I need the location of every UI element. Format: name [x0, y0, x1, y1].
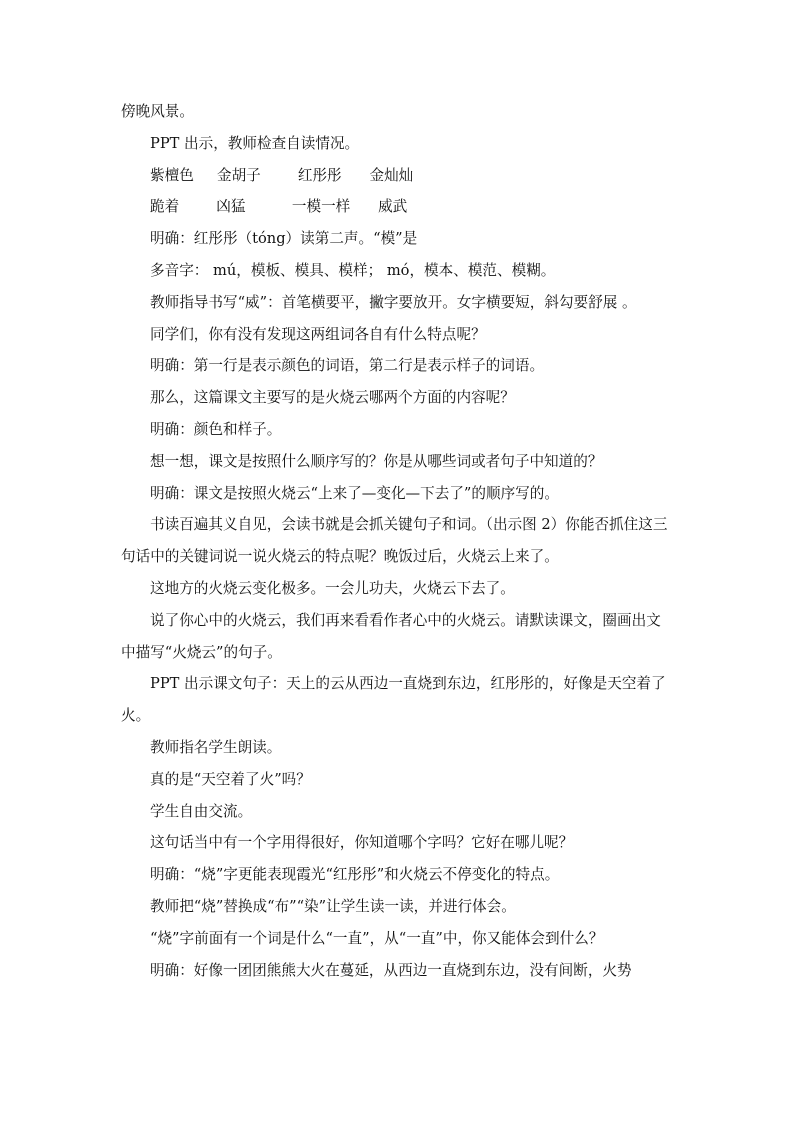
paragraph-19: 真的是“天空着了火”吗？: [150, 770, 311, 788]
word-row-shapes: 跪着 凶猛 一模一样 威武: [150, 198, 408, 216]
paragraph-5: 明确：红彤彤（tóng）读第二声。“模”是: [150, 230, 418, 248]
paragraph-18: 教师指名学生朗读。: [150, 738, 282, 756]
paragraph-25: 明确：好像一团团熊熊大火在蔓延，从西边一直烧到东边，没有间断，火势: [150, 961, 632, 979]
paragraph-20: 学生自由交流。: [150, 802, 253, 820]
paragraph-1: 傍晚风景。: [121, 103, 194, 120]
paragraph-10: 那么，这篇课文主要写的是火烧云哪两个方面的内容呢？: [150, 389, 515, 407]
paragraph-24: “烧”字前面有一个词是什么“一直”，从“一直”中，你又能体会到什么？: [150, 929, 604, 947]
paragraph-15: 这地方的火烧云变化极多。一会儿功夫，火烧云下去了。: [150, 579, 515, 597]
paragraph-12: 想一想，课文是按照什么顺序写的？你是从哪些词或者句子中知道的？: [150, 452, 603, 470]
word-row-colors: 紫檀色 金胡子 红彤彤 金灿灿: [150, 166, 414, 184]
paragraph-6: 多音字： mú，模板、模具、模样； mó，模本、模范、模糊。: [150, 261, 556, 279]
paragraph-13: 明确：课文是按照火烧云“上来了—变化—下去了”的顺序写的。: [150, 484, 559, 502]
paragraph-22: 明确：“烧”字更能表现霞光“红彤彤”和火烧云不停变化的特点。: [150, 866, 560, 884]
paragraph-14: 书读百遍其义自见，会读书就是会抓关键句子和词。（出示图 2）你能否抓住这三句话中的关键词说一说火烧云的特点呢？晚饭过后，火烧云上来了。: [121, 516, 668, 566]
paragraph-17: PPT 出示课文句子：天上的云从西边一直烧到东边，红彤彤的，好像是天空着了火。: [121, 675, 666, 725]
paragraph-8: 同学们，你有没有发现这两组词各自有什么特点呢？: [150, 325, 486, 343]
paragraph-9: 明确：第一行是表示颜色的词语，第二行是表示样子的词语。: [150, 357, 545, 375]
paragraph-21: 这句话当中有一个字用得很好，你知道哪个字吗？它好在哪儿呢？: [150, 834, 574, 852]
paragraph-11: 明确：颜色和样子。: [150, 420, 282, 438]
paragraph-23: 教师把“烧”替换成“布”“染”让学生读一读，并进行体会。: [150, 897, 516, 915]
paragraph-16: 说了你心中的火烧云，我们再来看看作者心中的火烧云。请默读课文，圈画出文中描写“火烧云”的句子。: [121, 611, 661, 661]
paragraph-7: 教师指导书写“威”：首笔横要平，撇字要放开。女字横要短，斜勾要舒展 。: [150, 293, 637, 311]
document-body: [121, 96, 673, 986]
paragraph-2: PPT 出示，教师检查自读情况。: [150, 134, 360, 152]
